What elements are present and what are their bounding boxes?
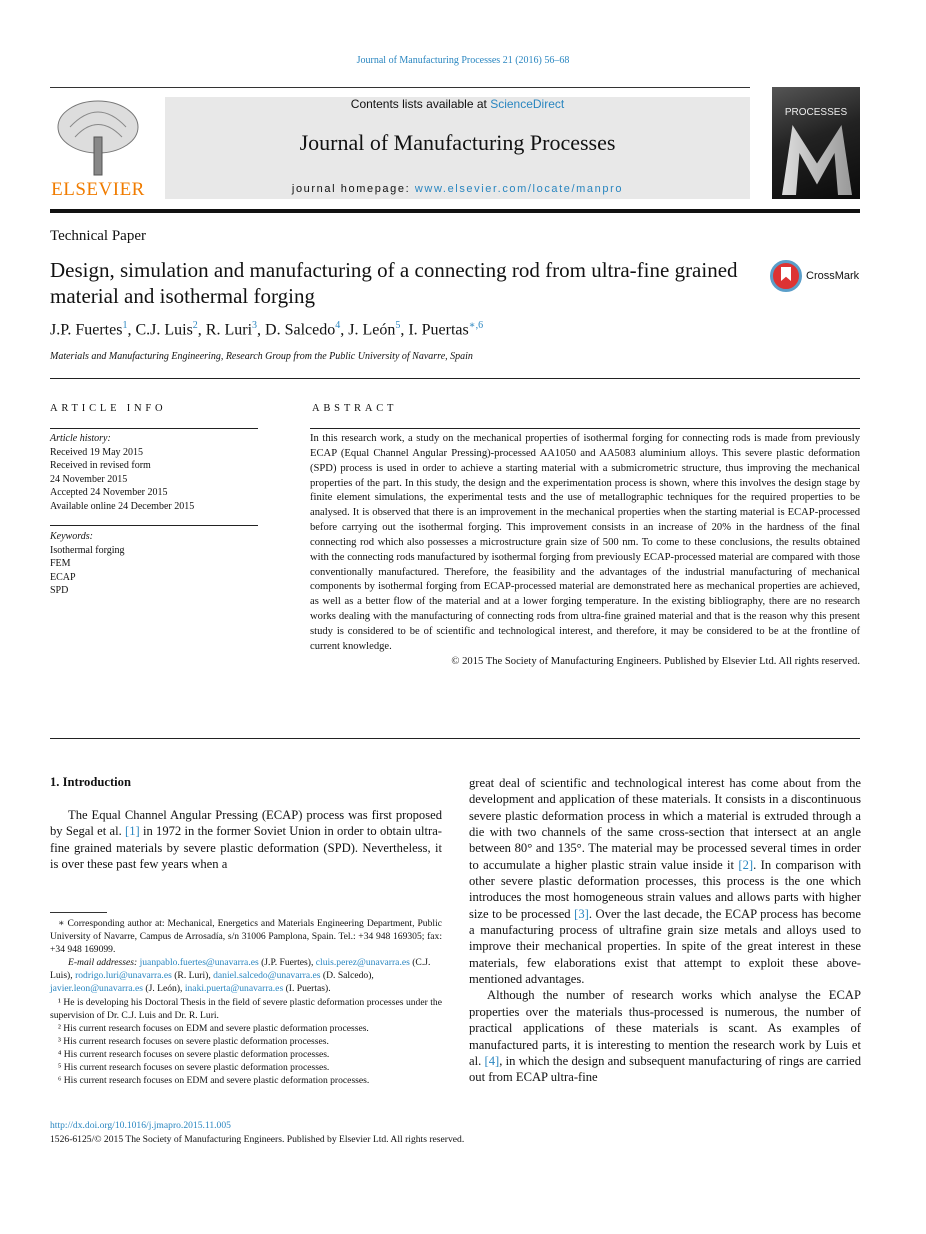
abstract-heading: ABSTRACT	[312, 403, 398, 414]
article-footer: http://dx.doi.org/10.1016/j.jmapro.2015.11.005 1526-6125/© 2015 The Society of Manufacturing Engineers. Published by Elsevier Ltd. All rights reserved.	[50, 1120, 465, 1145]
divider	[50, 525, 258, 526]
email-link[interactable]: juanpablo.fuertes@unavarra.es	[139, 957, 259, 969]
email-link[interactable]: rodrigo.luri@unavarra.es	[75, 970, 172, 982]
divider	[50, 428, 258, 429]
elsevier-logo: ELSEVIER	[50, 97, 146, 201]
email-link[interactable]: daniel.salcedo@unavarra.es	[213, 970, 321, 982]
journal-cover-image: PROCESSES	[772, 87, 860, 199]
journal-homepage: journal homepage: www.elsevier.com/locate/manpro	[291, 183, 624, 195]
cover-graphic	[782, 125, 852, 195]
divider	[50, 738, 860, 739]
keywords: Keywords: Isothermal forging FEM ECAP SPD	[50, 531, 125, 596]
doi-link[interactable]: http://dx.doi.org/10.1016/j.jmapro.2015.11.005	[50, 1120, 231, 1131]
section-heading: 1. Introduction	[50, 775, 131, 789]
crossmark-icon	[770, 260, 802, 292]
journal-citation-link[interactable]: Journal of Manufacturing Processes 21 (2016) 56–68	[356, 55, 570, 66]
intro-column-right: great deal of scientific and technological interest has come about from the development and application of these materials. It consists in a discontinuous severe plastic deformation process in which a material is extruded through a die with two channels of the same cross-section that intersect at an angle between 80° and 135°. The material may be processed several times in order to accumulate a higher plastic strain value inside it [2]. In comparison with other severe plastic deformation processes, this process is the one which introduces the most homogeneous strain values and allows parts with higher size to be processed [3]. Over the last decade, the ECAP process has become a manufacturing process of ultrafine grain size metals and alloys used to improve their mechanical properties. In spite of the great interest in these materials, few elaborations exist that attempt to exploit these above-mentioned advantages. Although the number of research works which analyse the ECAP properties over the materials thus-processed is numerous, the number of practical applications of these materials is scant. As examples of manufactured parts, it is interesting to mention the research work by Luis et al. [4], in which the design and subsequent manufacturing of rings are carried out from ECAP ultra-fine	[469, 776, 862, 1085]
sciencedirect-link[interactable]: ScienceDirect	[490, 97, 565, 111]
ref-link[interactable]: [1]	[125, 824, 140, 839]
header-rule	[50, 209, 860, 213]
abstract-copyright: © 2015 The Society of Manufacturing Engineers. Published by Elsevier Ltd. All rights reserved.	[451, 655, 860, 667]
article-info: Article history: Received 19 May 2015 Received in revised form 24 November 2015 Accepted 24 November 2015 Available online 24 December 2015	[50, 433, 195, 512]
journal-header-box	[165, 97, 750, 199]
divider	[310, 428, 860, 429]
affiliation: Materials and Manufacturing Engineering, Research Group from the Public University of Navarre, Spain	[50, 351, 473, 362]
article-info-heading: ARTICLE INFO	[50, 403, 167, 414]
contents-line: Contents lists available at ScienceDirect	[350, 97, 565, 111]
email-link[interactable]: cluis.perez@unavarra.es	[315, 957, 410, 969]
email-link[interactable]: javier.leon@unavarra.es	[50, 983, 144, 995]
homepage-link[interactable]: www.elsevier.com/locate/manpro	[414, 183, 624, 195]
ref-link[interactable]: [3]	[574, 906, 589, 921]
divider	[50, 378, 860, 379]
intro-column-left: The Equal Channel Angular Pressing (ECAP) process was first proposed by Segal et al. [1] in 1972 in the former Soviet Union in order to obtain ultra-fine grained materials by severe plastic deformation (SPD). Nevertheless, it is over these past few years when a	[50, 808, 442, 872]
article-title: Design, simulation and manufacturing of a connecting rod from ultra-fine grained material and isothermal forging	[50, 258, 738, 308]
tree-icon	[50, 97, 146, 177]
crossmark-button[interactable]: CrossMark	[770, 259, 862, 293]
footnote-divider	[50, 912, 107, 913]
email-link[interactable]: inaki.puerta@unavarra.es	[184, 983, 284, 995]
journal-title: Journal of Manufacturing Processes	[299, 130, 616, 155]
ref-link[interactable]: [2]	[738, 857, 754, 872]
footnotes: ∗ Corresponding author at: Mechanical, Energetics and Materials Engineering Department, Public University of Navarre, Campus de Arrosadía, s/n 31006 Pamplona, Spain. Tel.: +34 948 169305; fax: +34 948 169099. E-mail addresses: juanpablo.fuertes@unavarra.es (J.P. Fuertes), cluis.perez@unavarra.es (C.J. Luis), rodrigo.luri@unavarra.es (R. Luri), daniel.salcedo@unavarra.es (D. Salcedo), javier.leon@unavarra.es (J. León), inaki.puerta@unavarra.es (I. Puertas). ¹ He is developing his Doctoral Thesis in the field of severe plastic deformation processes under the supervision of Dr. C.J. Luis and Dr. R. Luri. ² His current research focuses on EDM and severe plastic deformation processes. ³ His current research focuses on severe plastic deformation processes. ⁴ His current research focuses on severe plastic deformation processes. ⁵ His current research focuses on severe plastic deformation processes. ⁶ His current research focuses on EDM and severe plastic deformation processes.	[50, 918, 442, 1087]
ref-link[interactable]: [4]	[484, 1053, 500, 1068]
abstract: In this research work, a study on the mechanical properties of isothermal forging for connecting rods is made from previously ECAP (Equal Channel Angular Pressing)-processed AA1050 and AA5083 aluminium alloys. This severe plastic deformation (SPD) process is used in order to achieve a starting material with a submicrometric structure, thus improving the mechanical properties of the part. In this study, the design and the experimentation process is shown, where this involves the design stage by finite element simulations, the experimental tests and the use of metallographic techniques for the required properties to be analysed. It is observed that there is an improvement in the mechanical properties when the starting material is ECAP-processed before carrying out the isothermal forging. This improvement consists in an increase of 20% in the hardness of the final connecting rod which also possesses a microstructure grain size of 500 nm. To come to these conclusions, the results obtained with the connecting rods manufactured by isothermal forging from previously ECAP-processed material are compared with those conventionally manufactured. Therefore, the feasibility and the advantages of the industrial manufacturing of mechanical components by isothermal forging from ECAP-processed material are demonstrated here as mechanical properties are achieved, as well as a better flow of the material and at a lower forging temperature. In the existing bibliography, there are no research works dealing with the manufacturing of connecting rods from ultra-fine grained material and that is the reason why this present study is considered to be of scientific and technological interest, and therefore, it may be considered to be at the frontline of current knowledge. © 2015 The Society of Manufacturing Engineers. Published by Elsevier Ltd. All rights reserved.	[310, 432, 860, 670]
author-list: J.P. Fuertes$^1$, C.J. Luis$^2$, R. Luri$^3$, D. Salcedo$^4$, J. León$^5$, I. Puertas$^{∗,6}$	[50, 320, 484, 339]
article-type: Technical Paper	[50, 228, 146, 244]
divider	[50, 87, 750, 88]
